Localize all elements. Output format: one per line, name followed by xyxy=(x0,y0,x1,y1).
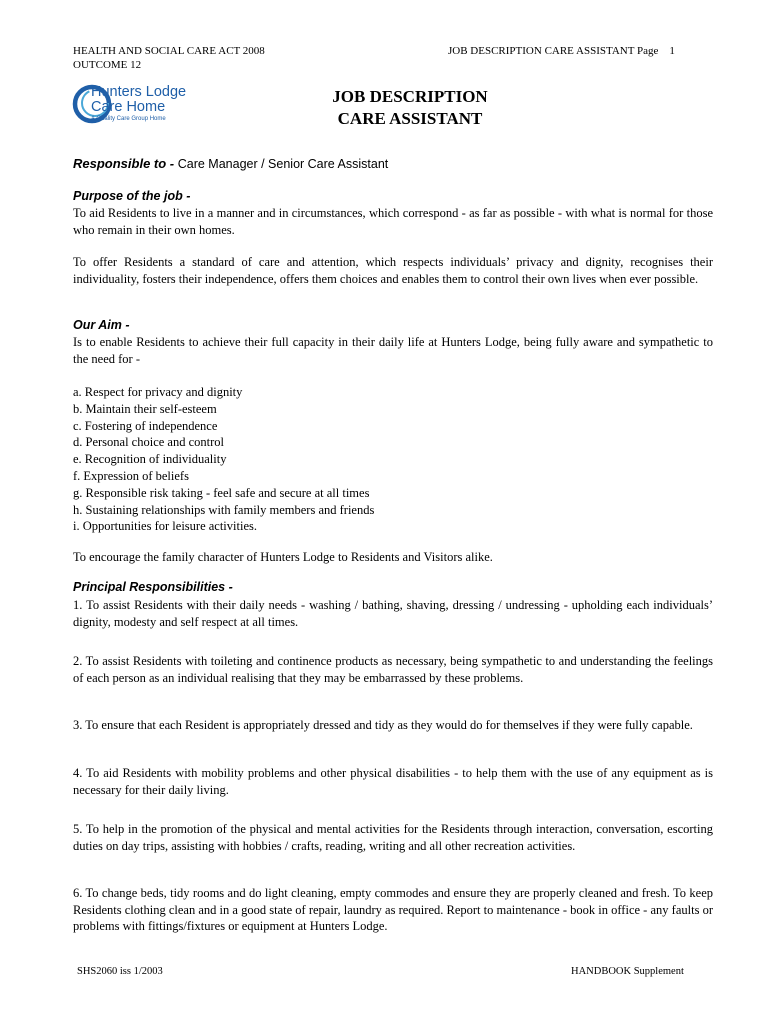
logo-tagline: A Quality Care Group Home xyxy=(91,116,166,122)
aim-list xyxy=(73,384,713,535)
list-item: b. Maintain their self-esteem xyxy=(73,401,217,416)
list-item: d. Personal choice and control xyxy=(73,435,224,450)
responsibility-item: 3. To ensure that each Resident is appropriately dressed and tidy as they would do for themselves if they were fully capable. xyxy=(73,718,693,732)
title-line1: JOB DESCRIPTION xyxy=(332,87,488,106)
title-line2: CARE ASSISTANT xyxy=(337,109,483,128)
responsibility-item: 1. To assist Residents with their daily needs - washing / bathing, shaving, dressing / undressing - upholding each individuals’ dignity, modesty and self respect at all times. xyxy=(73,598,713,629)
header-act: HEALTH AND SOCIAL CARE ACT 2008 xyxy=(73,45,265,57)
list-item: f. Expression of beliefs xyxy=(73,468,189,483)
purpose-heading: Purpose of the job - xyxy=(73,189,191,203)
page-number: 1 xyxy=(669,45,675,57)
aim-intro: Is to enable Residents to achieve their full capacity in their daily life at Hunters Lodge, being fully aware and sympathetic to the need for - xyxy=(73,335,713,366)
page-title xyxy=(260,86,560,130)
header-doc-title: JOB DESCRIPTION CARE ASSISTANT Page xyxy=(448,45,659,57)
responsibilities-heading: Principal Responsibilities - xyxy=(73,580,233,594)
list-item: i. Opportunities for leisure activities. xyxy=(73,519,257,534)
logo-name-line1: Hunters Lodge xyxy=(91,84,187,100)
list-item: a. Respect for privacy and dignity xyxy=(73,385,243,399)
hunters-lodge-logo xyxy=(72,82,222,126)
list-item: c. Fostering of independence xyxy=(73,418,218,433)
responsibility-item: 5. To help in the promotion of the physical and mental activities for the Residents through interaction, conversation, escorting duties on day trips, assisting with hobbies / crafts, reading, writing and all other recreation activities. xyxy=(73,822,713,853)
header-right xyxy=(448,44,675,58)
header-left xyxy=(73,44,265,72)
responsibility-item: 2. To assist Residents with toileting and continence products as necessary, being sympathetic to and understanding the feelings of each person as an individual realising that they may be embarrassed by these problems. xyxy=(73,654,713,685)
responsible-value: Care Manager / Senior Care Assistant xyxy=(177,157,389,171)
footer-handbook: HANDBOOK Supplement xyxy=(571,966,684,977)
footer-doc-code: SHS2060 iss 1/2003 xyxy=(77,966,163,977)
responsibility-item: 4. To aid Residents with mobility problems and other physical disabilities - to help them with the use of any equipment as is necessary for their daily living. xyxy=(73,766,713,797)
logo-name-line2: Care Home xyxy=(91,99,166,115)
responsibility-item: 6. To change beds, tidy rooms and do light cleaning, empty commodes and ensure they are properly cleaned and fresh. To keep Residents clothing clean and in a good state of repair, laundry as required. Report to maintenance - book in office - any faults or problems with fittings/fixtures or equipment at Hunters Lodge. xyxy=(73,886,713,933)
responsible-to xyxy=(73,156,713,173)
responsible-label: Responsible to - xyxy=(73,156,178,171)
aim-heading: Our Aim - xyxy=(73,318,130,332)
header-outcome: OUTCOME 12 xyxy=(73,59,142,71)
purpose-paragraph-2: To offer Residents a standard of care and attention, which respects individuals’ privacy and dignity, recognises their individuality, fosters their independence, offers them choices and enables them to control their own lives when ever possible. xyxy=(73,255,713,286)
aim-closing: To encourage the family character of Hunters Lodge to Residents and Visitors alike. xyxy=(73,550,493,564)
list-item: g. Responsible risk taking - feel safe and secure at all times xyxy=(73,485,370,500)
purpose-paragraph-1: To aid Residents to live in a manner and in circumstances, which correspond - as far as possible - with what is normal for those who remain in their own homes. xyxy=(73,206,713,237)
list-item: h. Sustaining relationships with family members and friends xyxy=(73,502,375,517)
list-item: e. Recognition of individuality xyxy=(73,452,227,467)
